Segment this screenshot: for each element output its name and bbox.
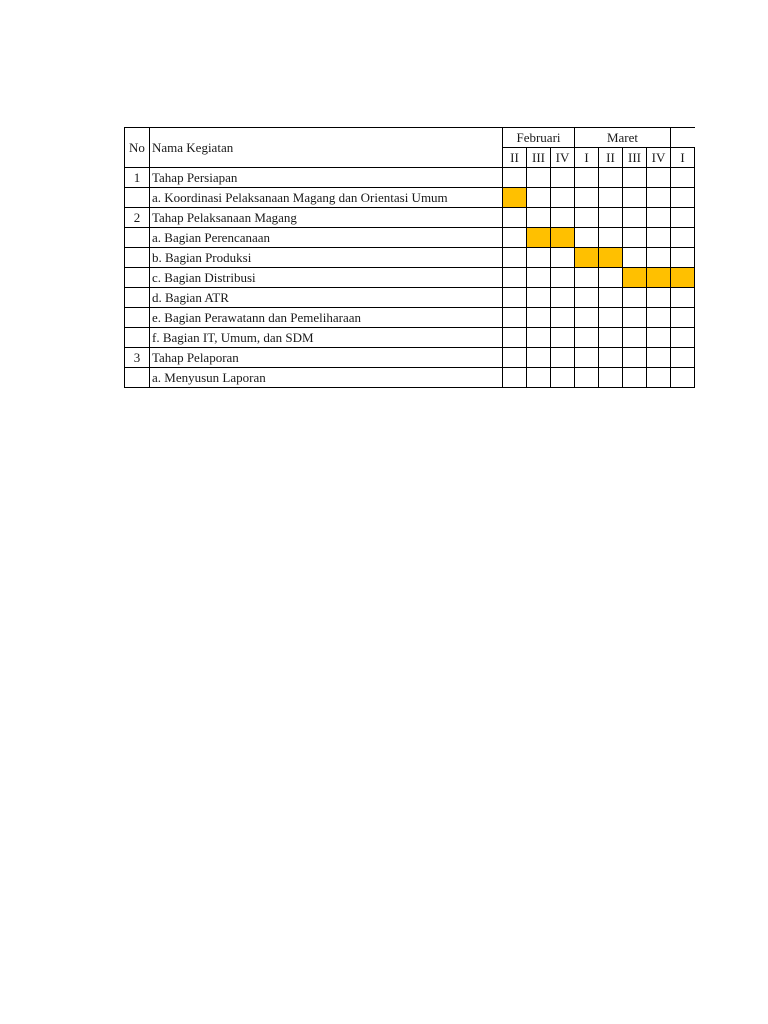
table-row	[125, 348, 695, 368]
table-header	[125, 128, 695, 168]
row-number	[125, 188, 150, 208]
gantt-cell	[671, 328, 695, 348]
gantt-cell	[599, 288, 623, 308]
gantt-cell	[503, 368, 527, 388]
gantt-cell	[575, 348, 599, 368]
header-nama-kegiatan: Nama Kegiatan	[150, 128, 503, 168]
gantt-cell	[647, 268, 671, 288]
gantt-cell	[647, 228, 671, 248]
table-row	[125, 208, 695, 228]
gantt-cell	[647, 168, 671, 188]
gantt-cell	[671, 288, 695, 308]
gantt-cell	[575, 228, 599, 248]
gantt-cell	[599, 228, 623, 248]
gantt-cell	[671, 368, 695, 388]
gantt-cell	[551, 228, 575, 248]
gantt-cell	[575, 248, 599, 268]
gantt-cell	[575, 308, 599, 328]
gantt-cell	[647, 308, 671, 328]
gantt-cell	[623, 368, 647, 388]
gantt-cell	[503, 208, 527, 228]
gantt-cell	[527, 368, 551, 388]
gantt-cell	[551, 208, 575, 228]
header-week: I	[671, 148, 695, 168]
header-month	[671, 128, 695, 148]
gantt-cell	[647, 348, 671, 368]
gantt-cell	[623, 228, 647, 248]
activity-name: a. Menyusun Laporan	[150, 368, 503, 388]
row-number: 1	[125, 168, 150, 188]
row-number	[125, 288, 150, 308]
table-row	[125, 228, 695, 248]
gantt-cell	[671, 208, 695, 228]
gantt-cell	[575, 268, 599, 288]
header-week: III	[527, 148, 551, 168]
activity-name: d. Bagian ATR	[150, 288, 503, 308]
gantt-cell	[623, 288, 647, 308]
gantt-cell	[599, 368, 623, 388]
gantt-cell	[503, 268, 527, 288]
row-number	[125, 308, 150, 328]
table-row	[125, 368, 695, 388]
gantt-cell	[599, 308, 623, 328]
gantt-cell	[599, 168, 623, 188]
gantt-cell	[599, 348, 623, 368]
gantt-cell	[599, 328, 623, 348]
gantt-cell	[575, 288, 599, 308]
gantt-cell	[575, 168, 599, 188]
table-row	[125, 168, 695, 188]
gantt-cell	[527, 168, 551, 188]
header-no: No	[125, 128, 150, 168]
activity-name: Tahap Pelaporan	[150, 348, 503, 368]
gantt-cell	[623, 188, 647, 208]
gantt-cell	[623, 208, 647, 228]
gantt-cell	[503, 328, 527, 348]
gantt-cell	[671, 248, 695, 268]
schedule-sheet	[124, 127, 695, 388]
row-number	[125, 268, 150, 288]
header-week: IV	[551, 148, 575, 168]
gantt-cell	[551, 288, 575, 308]
table-row	[125, 288, 695, 308]
gantt-cell	[623, 168, 647, 188]
gantt-cell	[527, 308, 551, 328]
gantt-cell	[575, 208, 599, 228]
gantt-cell	[551, 328, 575, 348]
header-month: Maret	[575, 128, 671, 148]
gantt-cell	[503, 168, 527, 188]
gantt-cell	[599, 188, 623, 208]
table-row	[125, 308, 695, 328]
gantt-cell	[503, 288, 527, 308]
gantt-cell	[551, 188, 575, 208]
activity-name: e. Bagian Perawatann dan Pemeliharaan	[150, 308, 503, 328]
gantt-cell	[599, 248, 623, 268]
header-week: I	[575, 148, 599, 168]
gantt-cell	[575, 368, 599, 388]
gantt-cell	[671, 268, 695, 288]
table-row	[125, 188, 695, 208]
gantt-cell	[647, 288, 671, 308]
gantt-cell	[623, 308, 647, 328]
gantt-cell	[551, 248, 575, 268]
row-number	[125, 228, 150, 248]
gantt-cell	[503, 188, 527, 208]
table-body	[125, 168, 695, 388]
gantt-cell	[527, 348, 551, 368]
gantt-cell	[551, 368, 575, 388]
gantt-cell	[575, 188, 599, 208]
gantt-cell	[551, 168, 575, 188]
gantt-cell	[599, 208, 623, 228]
gantt-cell	[527, 288, 551, 308]
activity-schedule-table	[124, 127, 695, 388]
gantt-cell	[527, 328, 551, 348]
gantt-cell	[647, 208, 671, 228]
gantt-cell	[527, 188, 551, 208]
row-number	[125, 248, 150, 268]
gantt-cell	[575, 328, 599, 348]
gantt-cell	[527, 228, 551, 248]
gantt-cell	[551, 308, 575, 328]
gantt-cell	[671, 348, 695, 368]
gantt-cell	[623, 268, 647, 288]
header-row-months	[125, 128, 695, 148]
gantt-cell	[527, 248, 551, 268]
activity-name: c. Bagian Distribusi	[150, 268, 503, 288]
gantt-cell	[671, 308, 695, 328]
activity-name: a. Bagian Perencanaan	[150, 228, 503, 248]
row-number: 2	[125, 208, 150, 228]
gantt-cell	[647, 248, 671, 268]
gantt-cell	[551, 348, 575, 368]
activity-name: Tahap Pelaksanaan Magang	[150, 208, 503, 228]
header-week: IV	[647, 148, 671, 168]
gantt-cell	[503, 308, 527, 328]
gantt-cell	[503, 248, 527, 268]
header-month: Februari	[503, 128, 575, 148]
gantt-cell	[623, 248, 647, 268]
gantt-cell	[671, 168, 695, 188]
table-row	[125, 328, 695, 348]
gantt-cell	[599, 268, 623, 288]
activity-name: f. Bagian IT, Umum, dan SDM	[150, 328, 503, 348]
gantt-cell	[503, 348, 527, 368]
gantt-cell	[623, 328, 647, 348]
row-number	[125, 328, 150, 348]
header-week: III	[623, 148, 647, 168]
gantt-cell	[527, 268, 551, 288]
table-row	[125, 268, 695, 288]
header-week: II	[503, 148, 527, 168]
row-number	[125, 368, 150, 388]
gantt-cell	[527, 208, 551, 228]
gantt-cell	[647, 368, 671, 388]
table-row	[125, 248, 695, 268]
gantt-cell	[647, 188, 671, 208]
header-week: II	[599, 148, 623, 168]
gantt-cell	[503, 228, 527, 248]
activity-name: a. Koordinasi Pelaksanaan Magang dan Orientasi Umum	[150, 188, 503, 208]
gantt-cell	[671, 228, 695, 248]
gantt-cell	[671, 188, 695, 208]
activity-name: Tahap Persiapan	[150, 168, 503, 188]
activity-name: b. Bagian Produksi	[150, 248, 503, 268]
row-number: 3	[125, 348, 150, 368]
gantt-cell	[647, 328, 671, 348]
gantt-cell	[551, 268, 575, 288]
gantt-cell	[623, 348, 647, 368]
